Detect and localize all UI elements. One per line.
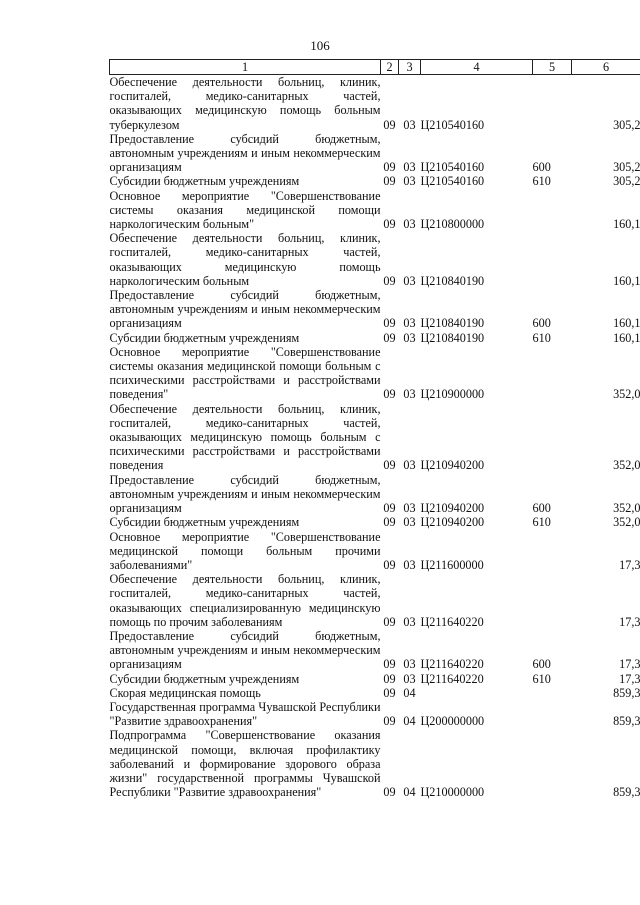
table-row [110, 686, 640, 700]
row-name: Основное мероприятие "Совершенствование системы оказания медицинской помощи больным с психическими расстройствами и расстройствами поведения" [109, 344, 381, 402]
row-subsection: 04 [403, 714, 416, 729]
row-target-article: Ц210540160 [420, 174, 485, 189]
row-target-article: Ц210540160 [420, 160, 485, 175]
row-amount: 160,1 [613, 316, 640, 331]
row-name: Субсидии бюджетным учреждениям [109, 515, 300, 530]
page-number: 106 [310, 38, 330, 53]
row-section: 09 [383, 657, 396, 672]
row-subsection: 04 [403, 685, 416, 700]
row-expense-type [533, 572, 572, 629]
row-subsection: 03 [403, 671, 416, 686]
row-section: 09 [383, 671, 396, 686]
table-header [110, 60, 640, 75]
header-row [110, 60, 640, 75]
header-col-amount: 6 [572, 60, 640, 75]
row-name: Скорая медицинская помощь [109, 685, 261, 700]
row-target-article: Ц210840190 [420, 273, 485, 288]
row-amount: 859,3 [613, 685, 640, 700]
header-col-name: 1 [110, 60, 381, 75]
table-row [110, 700, 640, 728]
row-name: Предоставление субсидий бюджетным, автономным учреждениям и иным некоммерческим организациям [109, 628, 381, 672]
table-row [110, 288, 640, 331]
row-section: 09 [383, 117, 396, 132]
row-name: Обеспечение деятельности больниц, клиник, госпиталей, медико-санитарных частей, оказывающих медицинскую помощь наркологическим больным [109, 231, 381, 288]
row-section: 09 [383, 387, 396, 402]
row-section: 09 [383, 174, 396, 189]
row-subsection: 03 [403, 117, 416, 132]
row-expense-type: 610 [532, 671, 551, 686]
row-target-article: Ц210840190 [420, 330, 485, 345]
table-row [110, 174, 640, 188]
row-name: Обеспечение деятельности больниц, клиник, госпиталей, медико-санитарных частей, оказывающих медицинскую помощь больным с психическими расстройствами и расстройствами поведения [109, 401, 381, 473]
row-amount: 17,3 [619, 614, 640, 629]
header-col-section: 2 [381, 60, 399, 75]
row-name: Государственная программа Чувашской Республики "Развитие здравоохранения" [109, 699, 381, 729]
row-amount: 352,0 [613, 515, 640, 530]
table-row [110, 728, 640, 799]
table-body [110, 75, 640, 800]
row-section: 09 [383, 458, 396, 473]
table-row [110, 75, 640, 132]
table-row [110, 473, 640, 516]
row-target-article [421, 686, 533, 700]
row-expense-type: 600 [532, 316, 551, 331]
row-name: Субсидии бюджетным учреждениям [109, 671, 300, 686]
table-row [110, 672, 640, 686]
row-name: Субсидии бюджетным учреждениям [109, 174, 300, 189]
row-name: Обеспечение деятельности больниц, клиник, госпиталей, медико-санитарных частей, оказывающих специализированную медицинскую помощь по прочим заболеваниям [109, 572, 381, 629]
row-subsection: 03 [403, 174, 416, 189]
row-name: Субсидии бюджетным учреждениям [109, 330, 300, 345]
row-target-article: Ц211640220 [420, 614, 484, 629]
row-amount: 859,3 [613, 714, 640, 729]
row-name: Предоставление субсидий бюджетным, автономным учреждениям и иным некоммерческим организациям [109, 131, 381, 175]
row-subsection: 03 [403, 515, 416, 530]
row-expense-type [533, 530, 572, 573]
row-amount: 352,0 [613, 501, 640, 516]
table-row [110, 515, 640, 529]
row-subsection: 03 [403, 387, 416, 402]
row-subsection: 03 [403, 657, 416, 672]
row-target-article: Ц210800000 [420, 217, 485, 232]
header-col-subsection: 3 [399, 60, 421, 75]
row-amount: 160,1 [613, 273, 640, 288]
row-amount: 160,1 [613, 330, 640, 345]
row-section: 09 [383, 785, 396, 800]
table-row [110, 402, 640, 473]
row-subsection: 03 [403, 557, 416, 572]
row-amount: 305,2 [613, 160, 640, 175]
row-target-article: Ц211600000 [420, 557, 484, 572]
row-amount: 352,0 [613, 387, 640, 402]
row-target-article: Ц210840190 [420, 316, 485, 331]
row-subsection: 03 [403, 330, 416, 345]
table-row [110, 572, 640, 629]
table-row [110, 629, 640, 672]
row-target-article: Ц200000000 [420, 714, 485, 729]
table-row [110, 345, 640, 402]
row-target-article: Ц210000000 [420, 785, 485, 800]
row-section: 09 [383, 273, 396, 288]
row-amount: 859,3 [613, 785, 640, 800]
row-expense-type: 600 [532, 657, 551, 672]
row-section: 09 [383, 685, 396, 700]
row-subsection: 03 [403, 160, 416, 175]
row-section: 09 [383, 501, 396, 516]
row-name: Предоставление субсидий бюджетным, автономным учреждениям и иным некоммерческим организациям [109, 472, 381, 516]
row-name: Обеспечение деятельности больниц, клиник, госпиталей, медико-санитарных частей, оказывающих медицинскую помощь больным туберкулезом [109, 75, 381, 132]
row-section: 09 [383, 515, 396, 530]
row-subsection: 03 [403, 217, 416, 232]
row-section: 09 [383, 217, 396, 232]
row-section: 09 [383, 714, 396, 729]
row-expense-type: 600 [532, 501, 551, 516]
row-section: 09 [383, 316, 396, 331]
row-name: Подпрограмма "Совершенствование оказания медицинской помощи, включая профилактику заболеваний и формирование здорового образа жизни" государственной программы Чувашской Республики "Развитие здравоохранения" [109, 728, 381, 800]
table-row [110, 132, 640, 175]
row-subsection: 03 [403, 273, 416, 288]
row-subsection: 03 [403, 501, 416, 516]
row-target-article: Ц210940200 [420, 458, 485, 473]
row-amount: 17,3 [619, 671, 640, 686]
row-expense-type [533, 345, 572, 402]
row-amount: 160,1 [613, 217, 640, 232]
row-subsection: 03 [403, 614, 416, 629]
row-amount: 305,2 [613, 174, 640, 189]
row-name: Предоставление субсидий бюджетным, автономным учреждениям и иным некоммерческим организациям [109, 288, 381, 331]
row-target-article: Ц211640220 [420, 671, 484, 686]
row-name: Основное мероприятие "Совершенствование медицинской помощи больным прочими заболеваниями" [109, 529, 381, 572]
row-section: 09 [383, 330, 396, 345]
table-row [110, 189, 640, 232]
row-subsection: 03 [403, 458, 416, 473]
row-expense-type: 610 [532, 174, 551, 189]
row-amount: 17,3 [619, 657, 640, 672]
row-subsection: 04 [403, 785, 416, 800]
row-expense-type [533, 686, 572, 700]
row-expense-type [533, 728, 572, 799]
row-expense-type [533, 189, 572, 232]
row-expense-type: 610 [532, 515, 551, 530]
table-row [110, 231, 640, 288]
row-target-article: Ц210540160 [420, 117, 485, 132]
row-expense-type: 610 [532, 330, 551, 345]
row-expense-type [533, 700, 572, 728]
row-amount: 305,2 [613, 117, 640, 132]
table-row [110, 530, 640, 573]
row-target-article: Ц211640220 [420, 657, 484, 672]
row-amount: 352,0 [613, 458, 640, 473]
row-amount: 17,3 [619, 557, 640, 572]
row-target-article: Ц210900000 [420, 387, 485, 402]
row-section: 09 [383, 614, 396, 629]
row-section: 09 [383, 160, 396, 175]
row-expense-type [533, 231, 572, 288]
header-col-expense-type: 5 [533, 60, 572, 75]
header-col-target-article: 4 [421, 60, 533, 75]
row-target-article: Ц210940200 [420, 515, 485, 530]
row-name: Основное мероприятие "Совершенствование системы оказания медицинской помощи наркологическим больным" [109, 188, 381, 232]
row-section: 09 [383, 557, 396, 572]
budget-table [109, 59, 640, 799]
row-expense-type [533, 402, 572, 473]
row-subsection: 03 [403, 316, 416, 331]
row-target-article: Ц210940200 [420, 501, 485, 516]
table-row [110, 331, 640, 345]
row-expense-type: 600 [532, 160, 551, 175]
row-expense-type [533, 75, 572, 132]
